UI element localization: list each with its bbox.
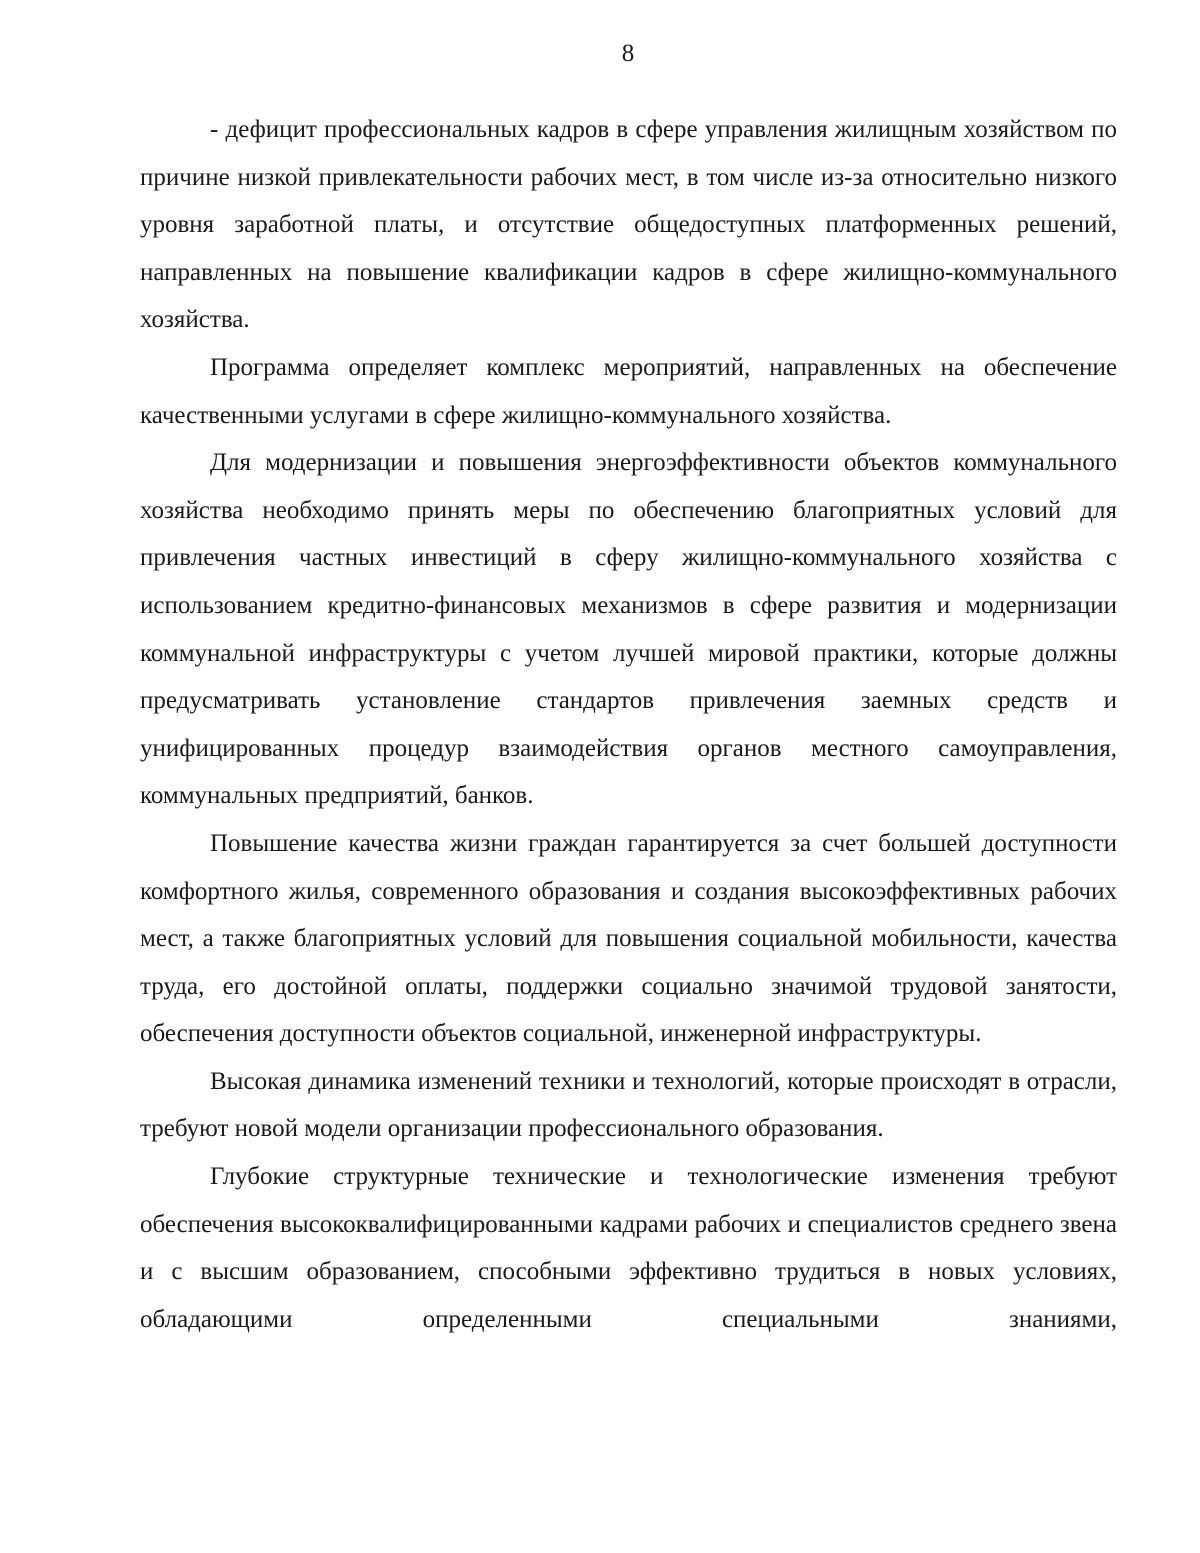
paragraph-staff-deficit: - дефицит профессиональных кадров в сфере управления жилищным хозяйством по причине низкой привлекательности рабочих мест, в том числе из-за относительно низкого уровня заработной платы, и отсутствие общедоступных платформенных решений, направленных на повышение квалификации кадров в сфере жилищно-коммунального хозяйства. — [140, 116, 1117, 334]
page-number: 8 — [621, 40, 635, 67]
document-body — [140, 106, 1117, 1343]
paragraph-structural-changes: Глубокие структурные технические и технологические изменения требуют обеспечения высококвалифицированными кадрами рабочих и специалистов среднего звена и с высшим образованием, способными эффективно трудиться в новых условиях, обладающими определенными специальными знаниями, — [140, 1163, 1117, 1333]
paragraph-quality-of-life: Повышение качества жизни граждан гарантируется за счет большей доступности комфортного жилья, современного образования и создания высокоэффективных рабочих мест, а также благоприятных условий для повышения социальной мобильности, качества труда, его достойной оплаты, поддержки социально значимой трудовой занятости, обеспечения доступности объектов социальной, инженерной инфраструктуры. — [140, 829, 1117, 1048]
paragraph-technology-dynamics: Высокая динамика изменений техники и технологий, которые происходят в отрасли, требуют новой модели организации профессионального образования. — [140, 1067, 1117, 1143]
paragraph-program-scope: Программа определяет комплекс мероприятий, направленных на обеспечение качественными услугами в сфере жилищно-коммунального хозяйства. — [140, 353, 1117, 429]
paragraph-modernization: Для модернизации и повышения энергоэффективности объектов коммунального хозяйства необходимо принять меры по обеспечению благоприятных условий для привлечения частных инвестиций в сферу жилищно-коммунального хозяйства с использованием кредитно-финансовых механизмов в сфере развития и модернизации коммунальной инфраструктуры с учетом лучшей мировой практики, которые должны предусматривать установление стандартов привлечения заемных средств и унифицированных процедур взаимодействия органов местного самоуправления, коммунальных предприятий, банков. — [140, 449, 1117, 810]
